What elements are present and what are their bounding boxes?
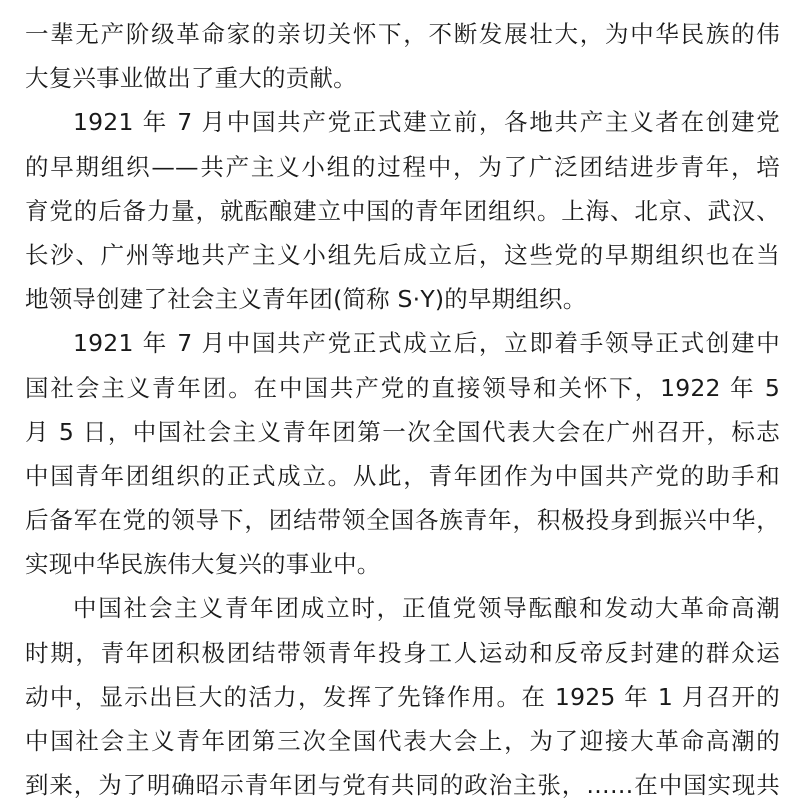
text-line: 一辈无产阶级革命家的亲切关怀下，不断发展壮大，为中华民族的伟 xyxy=(25,20,780,48)
text-line: 长沙、广州等地共产主义小组先后成立后，这些党的早期组织也在当 xyxy=(25,240,780,269)
text-line: 1921 年 7 月中国共产党正式建立前，各地共产主义者在创建党 xyxy=(73,108,780,137)
text-line: 国社会主义青年团。在中国共产党的直接领导和关怀下，1922 年 5 xyxy=(25,373,780,402)
text-line: 月 5 日，中国社会主义青年团第一次全国代表大会在广州召开，标志 xyxy=(25,417,780,446)
text-line: 的早期组织——共产主义小组的过程中，为了广泛团结进步青年，培 xyxy=(25,152,780,181)
text-line: 时期，青年团积极团结带领青年投身工人运动和反帝反封建的群众运 xyxy=(25,638,780,667)
text-line: 大复兴事业做出了重大的贡献。 xyxy=(25,64,357,93)
text-line: 实现中华民族伟大复兴的事业中。 xyxy=(25,550,381,579)
text-line: 后备军在党的领导下，团结带领全国各族青年，积极投身到振兴中华， xyxy=(25,506,780,535)
text-line: 中国社会主义青年团成立时，正值党领导酝酿和发动大革命高潮 xyxy=(73,594,780,623)
text-line: 中国青年团组织的正式成立。从此，青年团作为中国共产党的助手和 xyxy=(25,461,780,490)
text-line: 动中，显示出巨大的活力，发挥了先锋作用。在 1925 年 1 月召开的 xyxy=(25,682,780,711)
text-line: 到来，为了明确昭示青年团与党有共同的政治主张，……在中国实现共 xyxy=(25,771,780,800)
text-line: 1921 年 7 月中国共产党正式成立后，立即着手领导正式创建中 xyxy=(73,329,780,358)
text-line: 育党的后备力量，就酝酿建立中国的青年团组织。上海、北京、武汉、 xyxy=(25,196,780,225)
document-text xyxy=(25,12,780,800)
text-line: 地领导创建了社会主义青年团(简称 S·Y)的早期组织。 xyxy=(25,285,587,314)
text-line: 中国社会主义青年团第三次全国代表大会上，为了迎接大革命高潮的 xyxy=(25,727,780,755)
